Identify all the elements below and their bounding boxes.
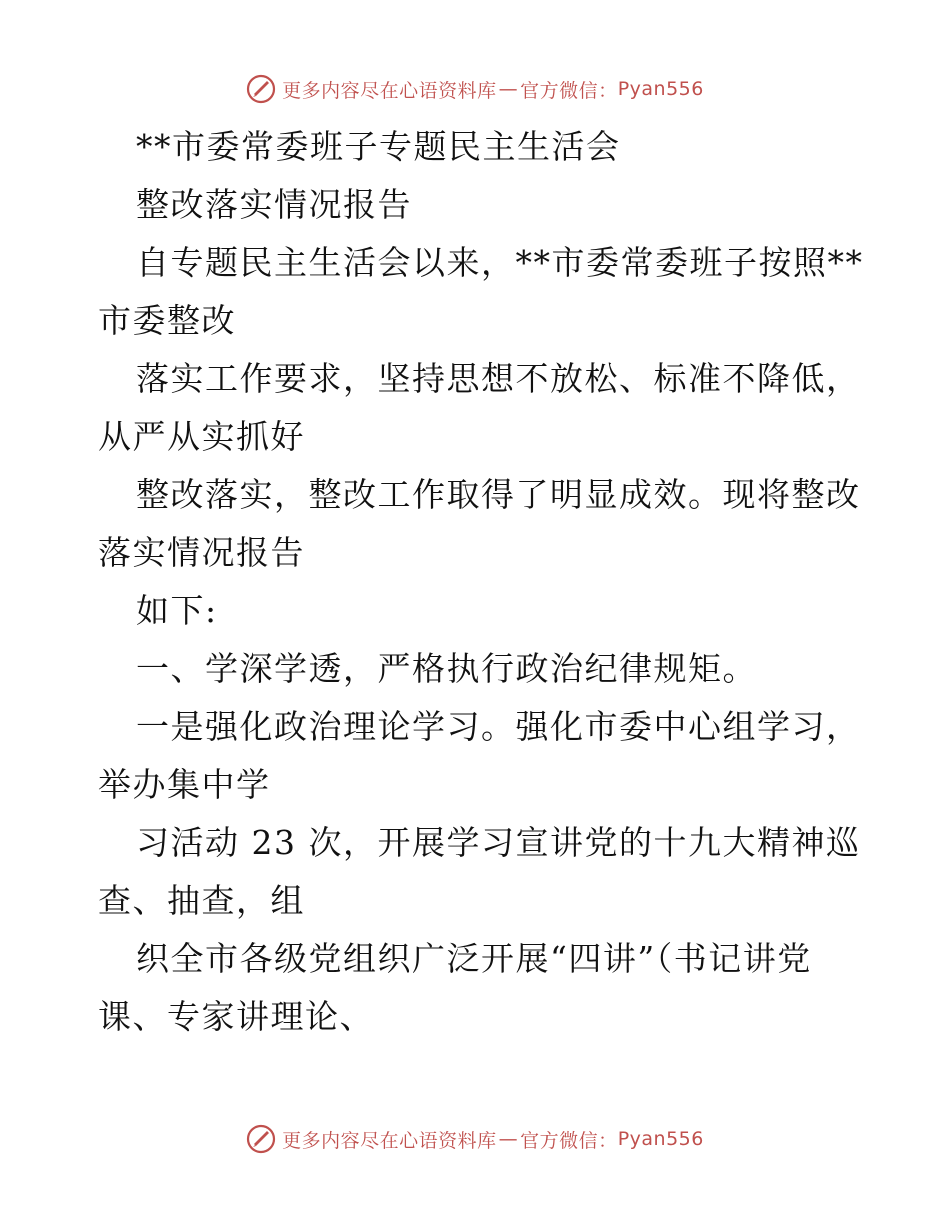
document-line: 市委整改 [98, 301, 236, 340]
document-line: 举办集中学 [98, 765, 271, 804]
document-line: 从严从实抓好 [98, 417, 305, 456]
watermark-wechat-id: Pyan556 [617, 1128, 704, 1150]
document-line: 课、专家讲理论、 [98, 997, 374, 1036]
brand-logo-icon [246, 1124, 276, 1154]
watermark-text: 更多内容尽在心语资料库 [282, 79, 497, 102]
watermark-official-label: 官方微信： [520, 79, 618, 102]
watermark-wechat-id: Pyan556 [617, 78, 704, 100]
watermark-separator: — [498, 78, 519, 100]
watermark-official-label: 官方微信： [520, 1129, 618, 1152]
watermark-text: 更多内容尽在心语资料库 [282, 1129, 497, 1152]
document-line: 如下: [136, 591, 218, 630]
watermark-separator: — [498, 1128, 519, 1150]
document-line: 一是强化政治理论学习。强化市委中心组学习， [136, 707, 861, 746]
brand-logo-icon [246, 74, 276, 104]
document-line: 整改落实，整改工作取得了明显成效。现将整改 [136, 475, 861, 514]
header-watermark [0, 74, 950, 104]
document-line: 习活动 23 次，开展学习宣讲党的十九大精神巡 [136, 823, 861, 862]
footer-watermark [0, 1124, 950, 1154]
document-line: 查、抽查，组 [98, 881, 305, 920]
document-line: 整改落实情况报告 [136, 185, 412, 224]
document-line: **市委常委班子专题民主生活会 [136, 127, 621, 166]
document-line: 落实工作要求，坚持思想不放松、标准不降低， [136, 359, 861, 398]
document-line: 自专题民主生活会以来，**市委常委班子按照** [136, 243, 864, 282]
document-body [98, 118, 864, 1046]
document-line: 织全市各级党组织广泛开展“四讲”（书记讲党 [136, 939, 812, 978]
document-line: 一、学深学透，严格执行政治纪律规矩。 [136, 649, 757, 688]
document-line: 落实情况报告 [98, 533, 305, 572]
